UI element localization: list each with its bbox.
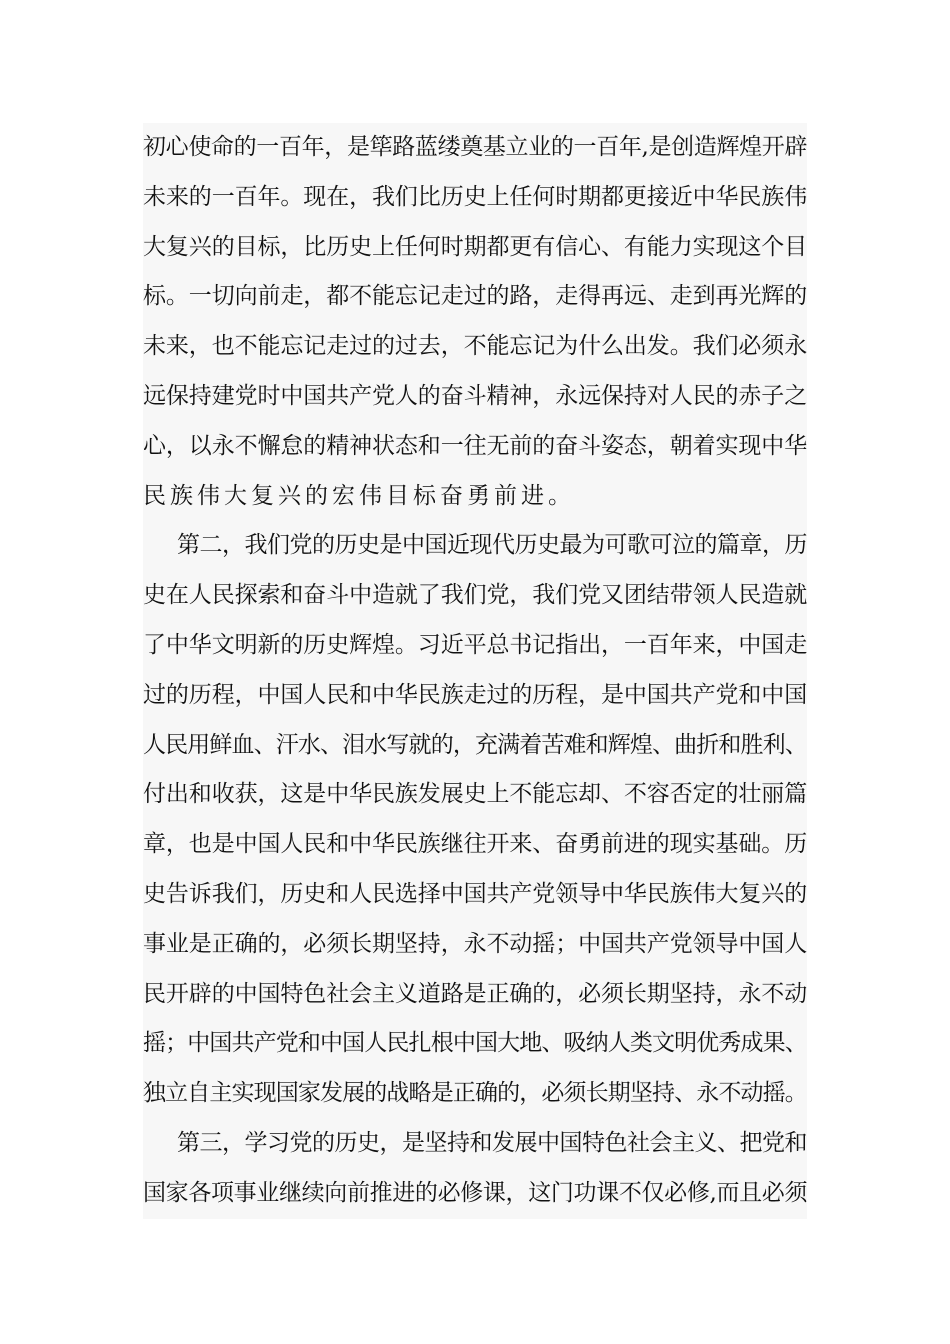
text-line: 第二，我们党的历史是中国近现代历史最为可歌可泣的篇章，历 [177, 532, 807, 559]
text-line: 摇；中国共产党和中国人民扎根中国大地、吸纳人类文明优秀成果、 [143, 1030, 807, 1057]
text-line: 过的历程，中国人民和中华民族走过的历程，是中国共产党和中国 [143, 681, 808, 708]
text-line: 大复兴的目标，比历史上任何时期都更有信心、有能力实现这个目 [143, 233, 808, 260]
document-body [143, 123, 807, 1219]
paragraph-third [143, 1119, 807, 1219]
text-line: 民族伟大复兴的宏伟目标奋勇前进。 [143, 482, 575, 509]
text-line: 独立自主实现国家发展的战略是正确的，必须长期坚持、永不动摇。 [143, 1080, 807, 1107]
text-line: 未来的一百年。现在，我们比历史上任何时期都更接近中华民族伟 [143, 183, 808, 210]
text-line: 付出和收获，这是中华民族发展史上不能忘却、不容否定的壮丽篇 [143, 781, 808, 808]
text-line: 第三，学习党的历史，是坚持和发展中国特色社会主义、把党和 [177, 1129, 807, 1156]
text-line: 章，也是中国人民和中华民族继往开来、奋勇前进的现实基础。历 [143, 831, 808, 858]
paragraph-continuation [143, 123, 807, 521]
text-line: 了中华文明新的历史辉煌。习近平总书记指出，一百年来，中国走 [143, 631, 808, 658]
text-line: 人民用鲜血、汗水、泪水写就的，充满着苦难和辉煌、曲折和胜利、 [143, 731, 807, 758]
text-line: 心，以永不懈怠的精神状态和一往无前的奋斗姿态，朝着实现中华 [143, 432, 808, 459]
text-line: 远保持建党时中国共产党人的奋斗精神，永远保持对人民的赤子之 [143, 382, 808, 409]
text-line: 史告诉我们，历史和人民选择中国共产党领导中华民族伟大复兴的 [143, 880, 808, 907]
text-line: 史在人民探索和奋斗中造就了我们党，我们党又团结带领人民造就 [143, 582, 808, 609]
text-line: 国家各项事业继续向前推进的必修课，这门功课不仅必修,而且必须 [143, 1179, 808, 1206]
text-line: 事业是正确的，必须长期坚持，永不动摇；中国共产党领导中国人 [143, 930, 808, 957]
text-line: 未来，也不能忘记走过的过去，不能忘记为什么出发。我们必须永 [143, 333, 808, 360]
text-line: 民开辟的中国特色社会主义道路是正确的，必须长期坚持，永不动 [143, 980, 808, 1007]
text-line: 标。一切向前走，都不能忘记走过的路，走得再远、走到再光辉的 [143, 283, 808, 310]
paragraph-second [143, 521, 807, 1119]
text-line: 初心使命的一百年，是筚路蓝缕奠基立业的一百年,是创造辉煌开辟 [143, 134, 808, 160]
